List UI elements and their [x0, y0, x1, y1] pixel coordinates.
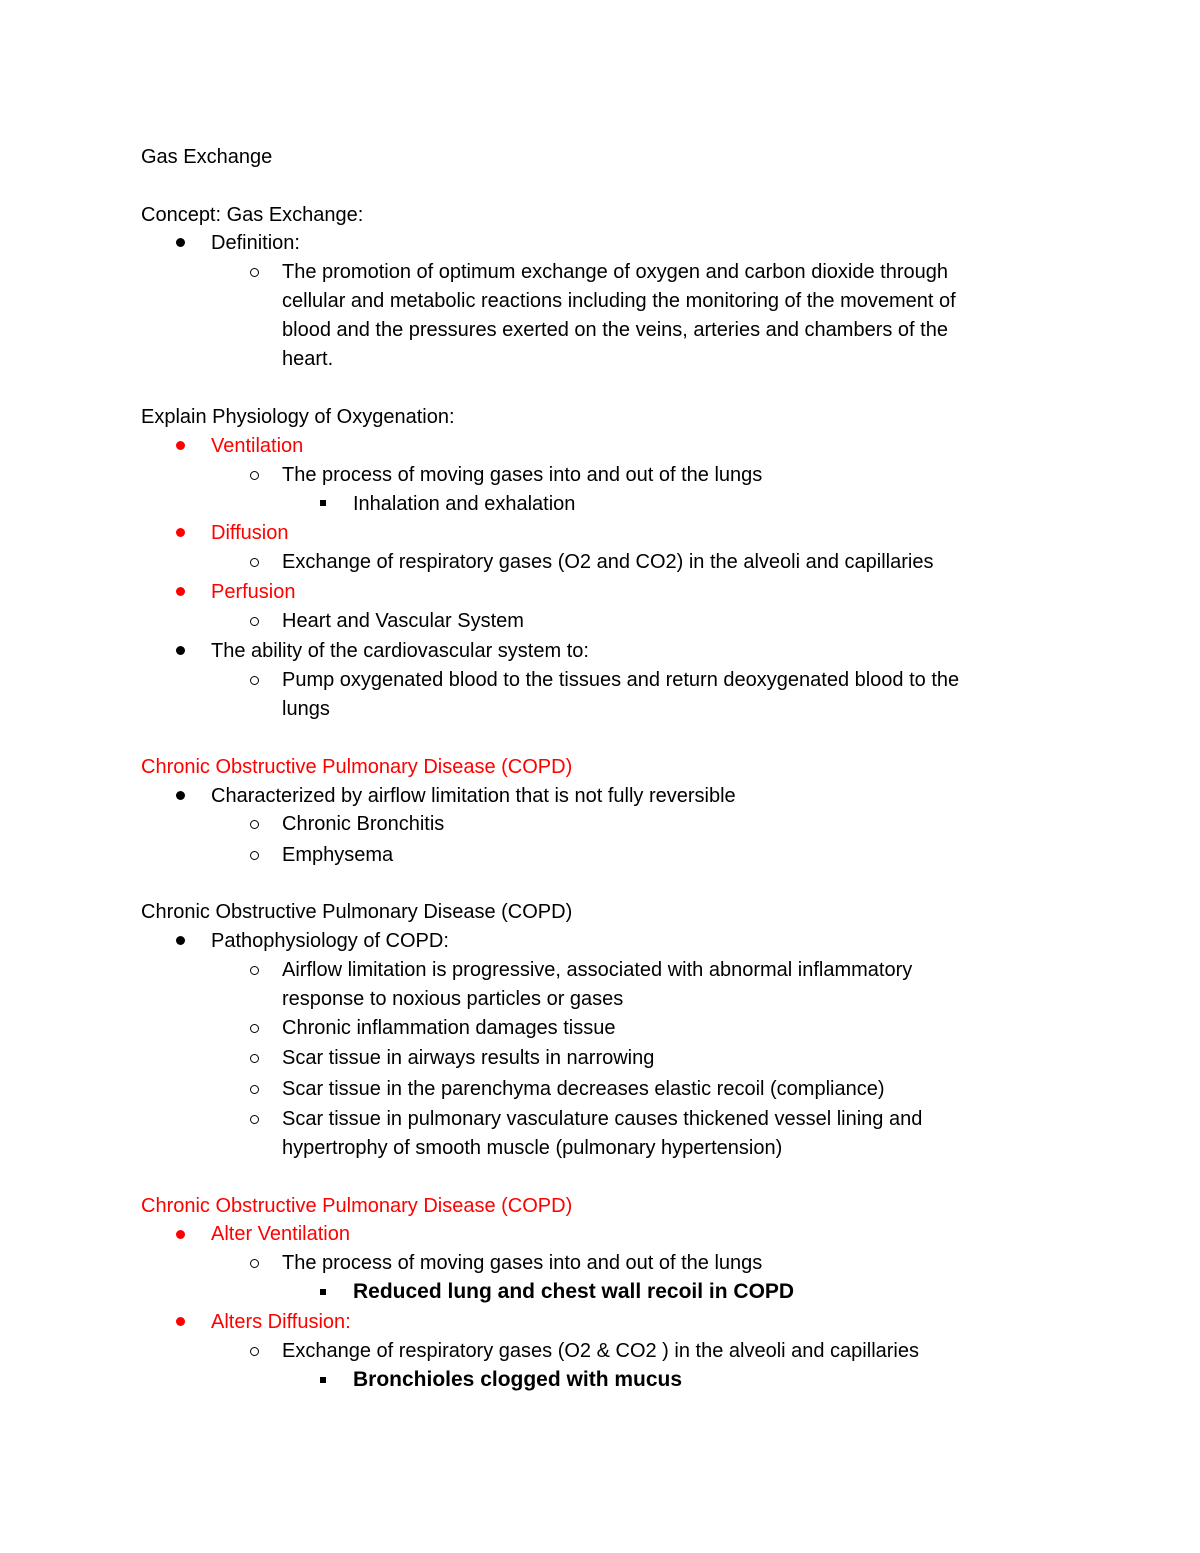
ability-description-line: lungs [282, 698, 330, 720]
definition-label: Definition: [211, 232, 300, 254]
copd-heading: Chronic Obstructive Pulmonary Disease (COPD) [141, 756, 573, 778]
ventilation-description: The process of moving gases into and out of the lungs [282, 1252, 763, 1274]
copd-heading: Chronic Obstructive Pulmonary Disease (COPD) [141, 1195, 573, 1217]
definition-text-line: The promotion of optimum exchange of oxygen and carbon dioxide through [282, 261, 948, 283]
pathophysiology-point: Airflow limitation is progressive, associated with abnormal inflammatory [282, 959, 913, 981]
bullet-icon [176, 936, 185, 945]
definition-text-line: heart. [282, 348, 334, 370]
perfusion-label: Perfusion [211, 581, 296, 603]
bullet-icon [176, 441, 185, 450]
bullet-icon [176, 646, 185, 655]
pathophysiology-point: hypertrophy of smooth muscle (pulmonary hypertension) [282, 1137, 783, 1159]
bullet-icon [176, 1317, 185, 1326]
circle-bullet-icon [250, 676, 259, 685]
circle-bullet-icon [250, 558, 259, 567]
ability-description-line: Pump oxygenated blood to the tissues and return deoxygenated blood to the [282, 669, 960, 691]
bullet-icon [176, 1230, 185, 1239]
circle-bullet-icon [250, 471, 259, 480]
alter-ventilation-label: Alter Ventilation [211, 1223, 350, 1245]
concept-heading: Concept: Gas Exchange: [141, 204, 364, 226]
circle-bullet-icon [250, 851, 259, 860]
circle-bullet-icon [250, 1085, 259, 1094]
diffusion-description: Exchange of respiratory gases (O2 and CO2) in the alveoli and capillaries [282, 551, 934, 573]
copd-heading: Chronic Obstructive Pulmonary Disease (COPD) [141, 901, 573, 923]
definition-text-line: blood and the pressures exerted on the veins, arteries and chambers of the [282, 319, 948, 341]
circle-bullet-icon [250, 820, 259, 829]
circle-bullet-icon [250, 617, 259, 626]
ventilation-subpoint: Inhalation and exhalation [353, 493, 576, 515]
copd-type: Chronic Bronchitis [282, 813, 445, 835]
circle-bullet-icon [250, 1259, 259, 1268]
bullet-icon [176, 238, 185, 247]
alters-diffusion-label: Alters Diffusion: [211, 1311, 351, 1333]
ability-label: The ability of the cardiovascular system to: [211, 640, 589, 662]
pathophysiology-point: response to noxious particles or gases [282, 988, 624, 1010]
bullet-icon [176, 528, 185, 537]
circle-bullet-icon [250, 1115, 259, 1124]
circle-bullet-icon [250, 1054, 259, 1063]
definition-text-line: cellular and metabolic reactions including the monitoring of the movement of [282, 290, 956, 312]
copd-type: Emphysema [282, 844, 394, 866]
bullet-icon [176, 587, 185, 596]
physiology-heading: Explain Physiology of Oxygenation: [141, 406, 455, 428]
diffusion-note: Bronchioles clogged with mucus [353, 1368, 683, 1391]
diffusion-label: Diffusion [211, 522, 289, 544]
diffusion-description: Exchange of respiratory gases (O2 & CO2 ) in the alveoli and capillaries [282, 1340, 919, 1362]
pathophysiology-point: Chronic inflammation damages tissue [282, 1017, 616, 1039]
bullet-icon [176, 791, 185, 800]
document-title: Gas Exchange [141, 146, 273, 168]
circle-bullet-icon [250, 1347, 259, 1356]
ventilation-label: Ventilation [211, 435, 304, 457]
square-bullet-icon [320, 1289, 326, 1295]
copd-characterization: Characterized by airflow limitation that is not fully reversible [211, 785, 736, 807]
pathophysiology-point: Scar tissue in pulmonary vasculature causes thickened vessel lining and [282, 1108, 923, 1130]
pathophysiology-label: Pathophysiology of COPD: [211, 930, 449, 952]
square-bullet-icon [320, 500, 326, 506]
circle-bullet-icon [250, 1024, 259, 1033]
ventilation-note: Reduced lung and chest wall recoil in COPD [353, 1280, 795, 1303]
pathophysiology-point: Scar tissue in airways results in narrowing [282, 1047, 655, 1069]
circle-bullet-icon [250, 966, 259, 975]
square-bullet-icon [320, 1377, 326, 1383]
pathophysiology-point: Scar tissue in the parenchyma decreases elastic recoil (compliance) [282, 1078, 885, 1100]
ventilation-description: The process of moving gases into and out of the lungs [282, 464, 763, 486]
perfusion-description: Heart and Vascular System [282, 610, 524, 632]
circle-bullet-icon [250, 268, 259, 277]
